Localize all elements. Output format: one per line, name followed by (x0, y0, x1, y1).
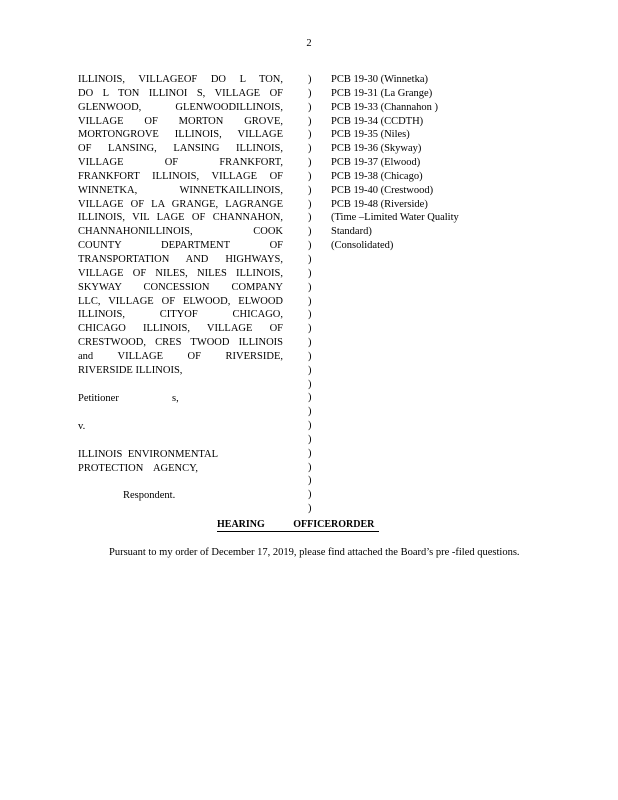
party-line: MORTONGROVE ILLINOIS, VILLAGE (78, 129, 283, 141)
caption-paren: ) (308, 143, 312, 155)
caption-paren: ) (308, 170, 312, 182)
caption-paren: ) (308, 461, 312, 473)
party-line: SKYWAY CONCESSION COMPANY (78, 281, 283, 293)
case-line: PCB 19-48 (Riverside) (331, 198, 428, 210)
caption-paren: ) (308, 447, 312, 459)
caption-paren: ) (308, 323, 312, 335)
caption-paren: ) (308, 337, 312, 349)
party-line: VILLAGE OF MORTON GROVE, (78, 115, 283, 127)
caption-paren: ) (308, 350, 312, 362)
party-line: DO L TON ILLINOI S, VILLAGE OF (78, 87, 283, 99)
case-line: Standard) (331, 226, 372, 238)
petitioner-line (78, 393, 179, 404)
caption-paren: ) (308, 475, 312, 487)
caption-paren: ) (308, 503, 312, 515)
caption-paren: ) (308, 433, 312, 445)
caption-paren: ) (308, 281, 312, 293)
case-line: PCB 19-33 (Channahon ) (331, 101, 439, 113)
page-number: 2 (306, 38, 312, 49)
caption-paren: ) (308, 87, 312, 99)
caption-paren: ) (308, 115, 312, 127)
caption-paren: ) (308, 198, 312, 210)
caption-paren: ) (308, 489, 312, 501)
caption-paren: ) (308, 184, 312, 196)
respondent-line: ILLINOIS ENVIRONMENTAL (78, 449, 218, 460)
party-line: FRANKFORT ILLINOIS, VILLAGE OF (78, 170, 283, 182)
versus: v. (78, 421, 86, 432)
party-line: CHICAGO ILLINOIS, VILLAGE OF (78, 323, 283, 335)
party-line: VILLAGE OF NILES, NILES ILLINOIS, (78, 267, 283, 279)
caption-paren: ) (308, 267, 312, 279)
case-line: PCB 19-34 (CCDTH) (331, 115, 424, 127)
party-line: GLENWOOD, GLENWOODILLINOIS, (78, 101, 283, 113)
caption-paren: ) (308, 212, 312, 224)
party-line: ILLINOIS, VILLAGEOF DO L TON, (78, 74, 283, 85)
case-line: PCB 19-36 (Skyway) (331, 143, 422, 155)
party-line: OF LANSING, LANSING ILLINOIS, (78, 143, 283, 155)
party-line: and VILLAGE OF RIVERSIDE, (78, 350, 283, 362)
order-body (73, 546, 523, 560)
caption-parties (78, 73, 283, 378)
party-line: ILLINOIS, VIL LAGE OF CHANNAHON, (78, 212, 283, 224)
order-title: HEARING OFFICERORDER (217, 519, 379, 532)
caption-paren: ) (308, 226, 312, 238)
party-line: VILLAGE OF LA GRANGE, LAGRANGE (78, 198, 283, 210)
case-line: PCB 19-38 (Chicago) (331, 170, 423, 182)
caption-paren: ) (308, 392, 312, 404)
case-line: PCB 19-31 (La Grange) (331, 87, 433, 99)
caption-paren: ) (308, 240, 312, 252)
party-line: LLC, VILLAGE OF ELWOOD, ELWOOD (78, 295, 283, 307)
party-line: CHANNAHONILLINOIS, COOK (78, 226, 283, 238)
case-line: (Time –Limited Water Quality (331, 212, 459, 224)
case-line: PCB 19-40 (Crestwood) (331, 184, 434, 196)
case-line: PCB 19-35 (Niles) (331, 129, 410, 141)
caption-paren: ) (308, 364, 312, 376)
caption-paren: ) (308, 101, 312, 113)
case-line: PCB 19-30 (Winnetka) (331, 74, 428, 85)
caption-paren: ) (308, 129, 312, 141)
caption-parens (308, 73, 318, 516)
party-line: RIVERSIDE ILLINOIS, (78, 364, 183, 376)
caption-paren: ) (308, 420, 312, 432)
respondent-line: PROTECTION AGENCY, (78, 462, 198, 474)
petitioner-suffix: s, (172, 393, 179, 404)
party-line: COUNTY DEPARTMENT OF (78, 240, 283, 252)
party-line: WINNETKA, WINNETKAILLINOIS, (78, 184, 283, 196)
party-line: TRANSPORTATION AND HIGHWAYS, (78, 253, 283, 265)
caption-paren: ) (308, 406, 312, 418)
petitioner-label: Petitioner (78, 393, 119, 404)
case-line: (Consolidated) (331, 240, 394, 252)
caption-paren: ) (308, 253, 312, 265)
order-body-text: Pursuant to my order of December 17, 2019, please find attached the Board’s pre -filed questions. (109, 547, 520, 558)
case-numbers (331, 73, 473, 253)
respondent-label: Respondent. (123, 490, 176, 501)
respondent-name (78, 448, 218, 476)
party-line: CRESTWOOD, CRES TWOOD ILLINOIS (78, 337, 283, 349)
case-line: PCB 19-37 (Elwood) (331, 157, 421, 169)
party-line: ILLINOIS, CITYOF CHICAGO, (78, 309, 283, 321)
caption-paren: ) (308, 309, 312, 321)
caption-paren: ) (308, 295, 312, 307)
caption-paren: ) (308, 378, 312, 390)
caption-paren: ) (308, 157, 312, 169)
party-line: VILLAGE OF FRANKFORT, (78, 157, 283, 169)
caption-paren: ) (308, 74, 312, 85)
